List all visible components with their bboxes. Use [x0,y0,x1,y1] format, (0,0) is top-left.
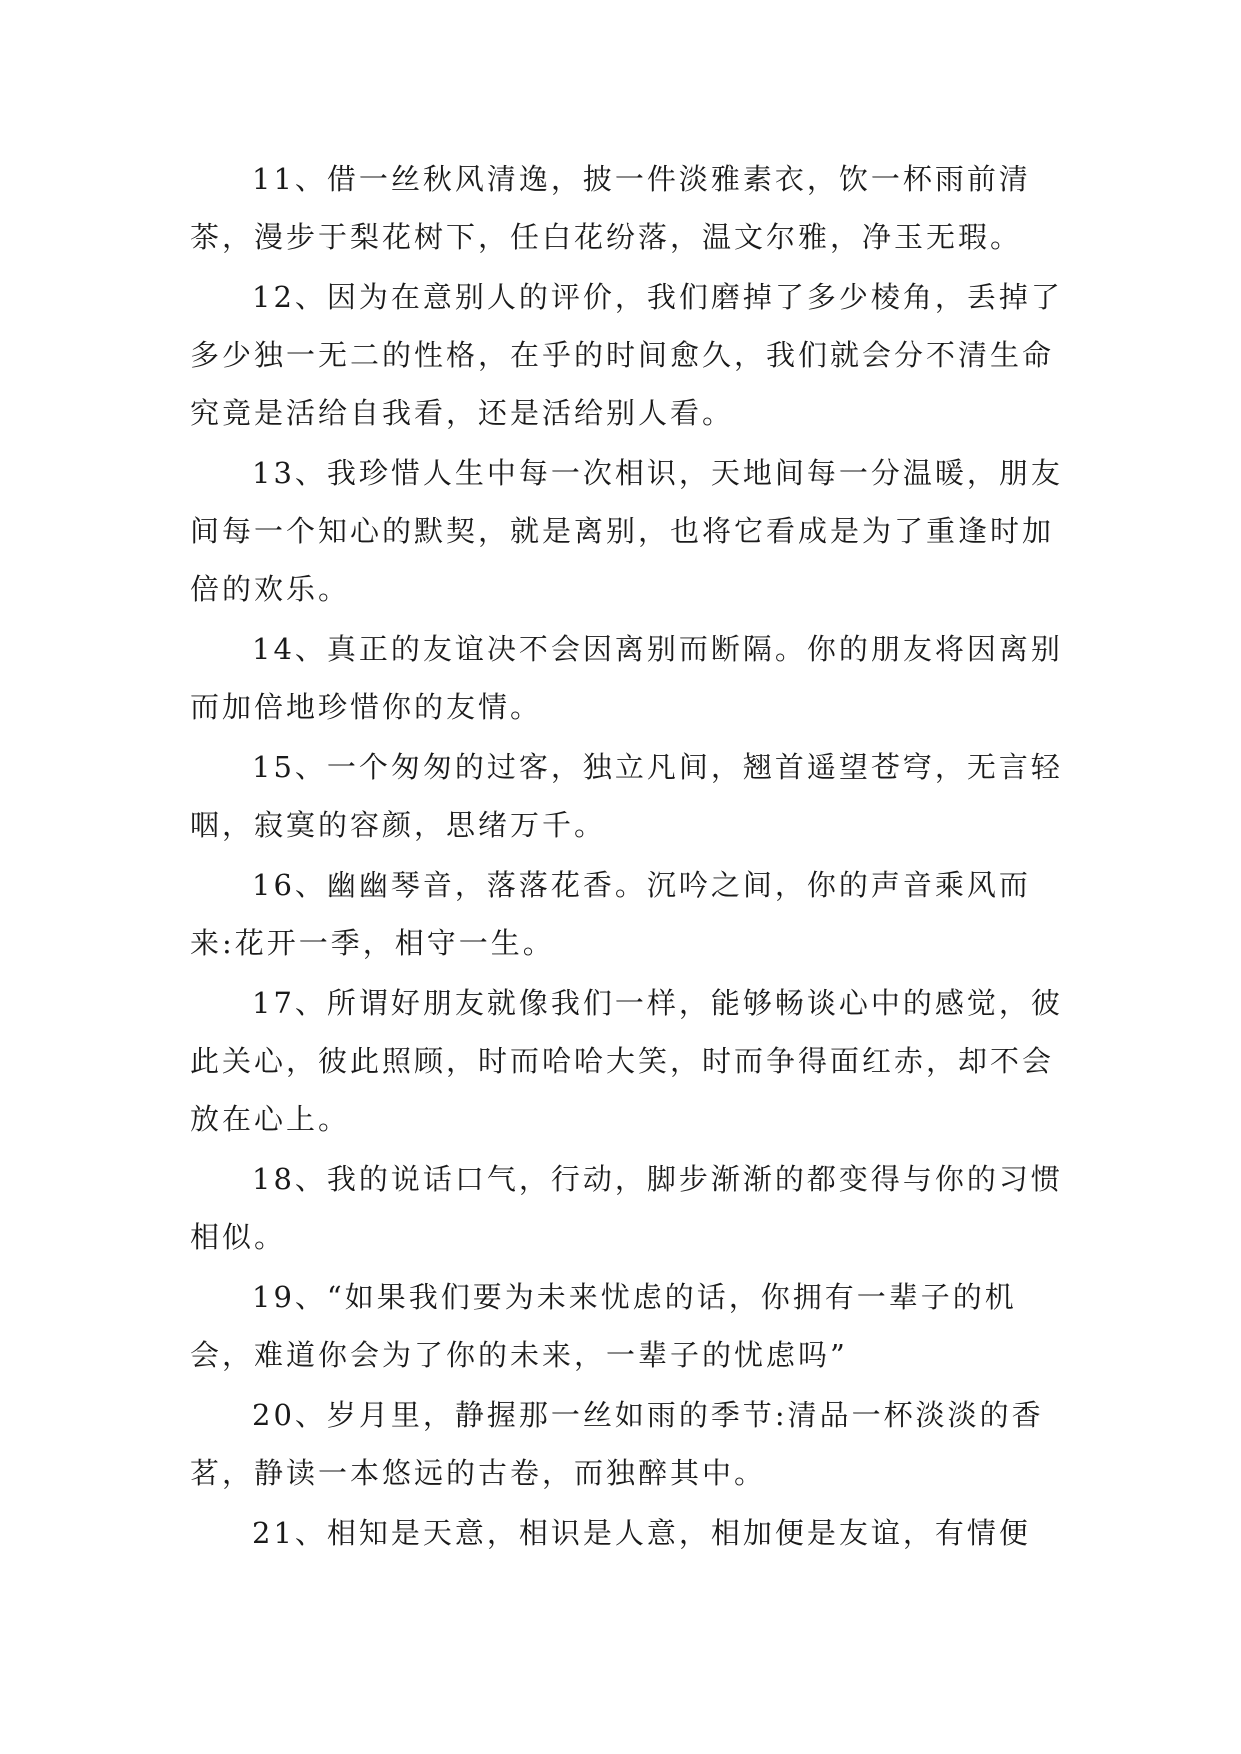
document-body [190,150,1070,1564]
paragraph-21: 21、相知是天意，相识是人意，相加便是友谊，有情便 [252,1516,1031,1550]
paragraph-18: 18、我的说话口气，行动，脚步渐渐的都变得与你的习惯相似。 [190,1162,1063,1254]
paragraph-11: 11、借一丝秋风清逸，披一件淡雅素衣，饮一杯雨前清茶，漫步于梨花树下，任白花纷落，温文尔雅，净玉无瑕。 [190,162,1031,254]
paragraph-14: 14、真正的友谊决不会因离别而断隔。你的朋友将因离别而加倍地珍惜你的友情。 [190,632,1063,724]
paragraph-13: 13、我珍惜人生中每一次相识，天地间每一分温暖，朋友间每一个知心的默契，就是离别，也将它看成是为了重逢时加倍的欢乐。 [190,456,1063,606]
paragraph-15: 15、一个匆匆的过客，独立凡间，翘首遥望苍穹，无言轻咽，寂寞的容颜，思绪万千。 [190,750,1063,842]
paragraph-16: 16、幽幽琴音，落落花香。沉吟之间，你的声音乘风而来:花开一季，相守一生。 [190,868,1031,960]
paragraph-20: 20、岁月里，静握那一丝如雨的季节:清品一杯淡淡的香茗，静读一本悠远的古卷，而独醉其中。 [190,1398,1044,1490]
paragraph-12: 12、因为在意别人的评价，我们磨掉了多少棱角，丢掉了多少独一无二的性格，在乎的时间愈久，我们就会分不清生命究竟是活给自我看，还是活给别人看。 [190,280,1063,430]
paragraph-17: 17、所谓好朋友就像我们一样，能够畅谈心中的感觉，彼此关心，彼此照顾，时而哈哈大笑，时而争得面红赤，却不会放在心上。 [190,986,1063,1136]
paragraph-19: 19、“如果我们要为未来忧虑的话，你拥有一辈子的机会，难道你会为了你的未来，一辈子的忧虑吗” [190,1280,1017,1372]
